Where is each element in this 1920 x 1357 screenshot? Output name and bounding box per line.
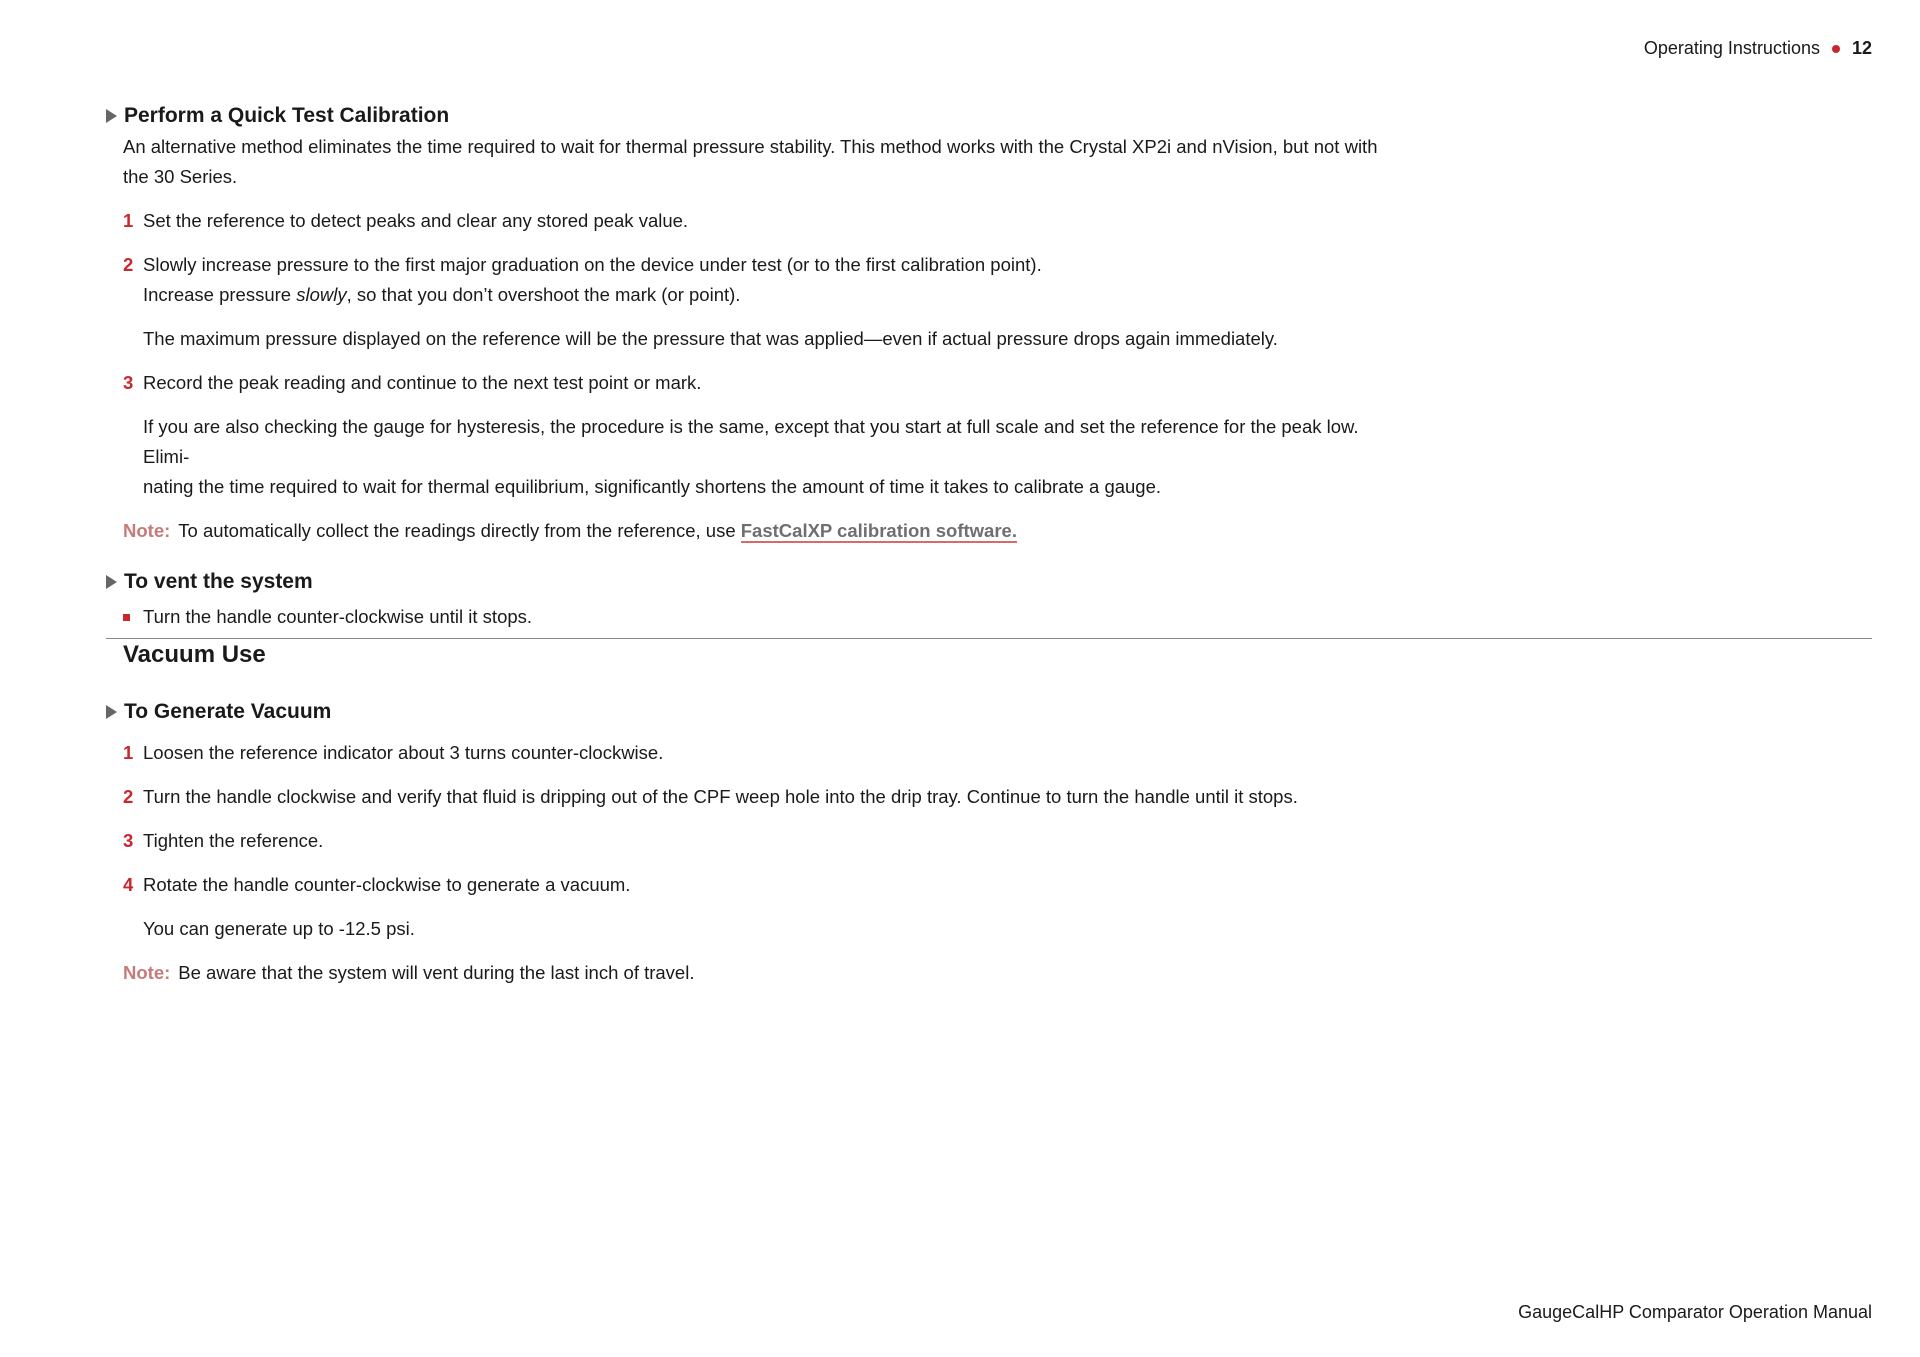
note-label: Note: xyxy=(123,962,171,983)
note-text: To automatically collect the readings directly from the reference, use xyxy=(178,520,741,541)
step-2-para: The maximum pressure displayed on the reference will be the pressure that was applied—even if actual pressure drops again immediately. xyxy=(143,328,1278,349)
step-number: 1 xyxy=(123,742,134,763)
vacuum-step-2 xyxy=(106,782,1506,812)
note-label: Note: xyxy=(123,520,171,541)
triangle-right-icon xyxy=(106,705,117,719)
step-number: 3 xyxy=(123,830,134,851)
quick-test-heading[interactable] xyxy=(106,104,1406,128)
step-3-para-line-2: nating the time required to wait for thermal equilibrium, significantly shortens the amount of time it takes to calibrate a gauge. xyxy=(143,476,1162,497)
intro-line-2: the 30 Series. xyxy=(123,166,238,187)
note-text: Be aware that the system will vent during the last inch of travel. xyxy=(178,962,695,983)
header-section-title: Operating Instructions xyxy=(1643,38,1820,58)
vent-heading[interactable] xyxy=(106,570,1406,594)
step-number: 3 xyxy=(123,372,134,393)
quick-test-heading-text: Perform a Quick Test Calibration xyxy=(124,104,450,127)
bullet-text: Turn the handle counter-clockwise until it stops. xyxy=(143,606,533,627)
quick-test-step-3 xyxy=(106,368,1406,398)
vent-bullet-item xyxy=(106,602,1406,632)
triangle-right-icon xyxy=(106,575,117,589)
page-header xyxy=(1644,38,1872,59)
step-number: 1 xyxy=(123,210,134,231)
page-footer: GaugeCalHP Comparator Operation Manual xyxy=(1518,1302,1872,1322)
step-text: Rotate the handle counter-clockwise to generate a vacuum. xyxy=(143,874,631,895)
vacuum-section xyxy=(106,700,1506,988)
intro-line-1: An alternative method eliminates the time required to wait for thermal pressure stability. This method works with the Crystal XP2i and nVision, but not with xyxy=(123,136,1378,157)
quick-test-section xyxy=(106,104,1406,632)
vacuum-step-4 xyxy=(106,870,1506,900)
step-number: 4 xyxy=(123,874,134,895)
quick-test-note xyxy=(106,516,1406,546)
step-number: 2 xyxy=(123,254,134,275)
vacuum-step-1 xyxy=(106,738,1506,768)
quick-test-step-2 xyxy=(106,250,1406,280)
square-bullet-icon xyxy=(123,614,130,621)
step-number: 2 xyxy=(123,786,134,807)
step-2-sub xyxy=(106,280,1406,310)
section-divider xyxy=(106,638,1872,639)
bullet-dot-icon xyxy=(1832,45,1840,53)
step-text: Set the reference to detect peaks and clear any stored peak value. xyxy=(143,210,689,231)
step-2-sub-emphasis: slowly xyxy=(296,284,347,305)
step-text: Slowly increase pressure to the first major graduation on the device under test (or to the first calibration point). xyxy=(143,254,1042,275)
vacuum-use-title: Vacuum Use xyxy=(123,641,266,668)
note-body xyxy=(178,516,1017,546)
step-3-para-line-1: If you are also checking the gauge for hysteresis, the procedure is the same, except that you start at full scale and set the reference for the peak low. Elimi- xyxy=(143,416,1359,467)
vacuum-step-3 xyxy=(106,826,1506,856)
step-text: Record the peak reading and continue to the next test point or mark. xyxy=(143,372,702,393)
vacuum-note xyxy=(106,958,1506,988)
step-text: Tighten the reference. xyxy=(143,830,324,851)
step-4-para: You can generate up to -12.5 psi. xyxy=(143,918,415,939)
step-3-para xyxy=(106,412,1406,502)
step-2-sub-b: , so that you don’t overshoot the mark (or point). xyxy=(346,284,741,305)
quick-test-intro xyxy=(106,132,1406,192)
generate-vacuum-heading-text: To Generate Vacuum xyxy=(124,700,332,723)
page-number: 12 xyxy=(1851,38,1872,58)
vent-heading-text: To vent the system xyxy=(124,570,313,593)
step-text: Loosen the reference indicator about 3 turns counter-clockwise. xyxy=(143,742,664,763)
step-2-sub-a: Increase pressure xyxy=(143,284,297,305)
generate-vacuum-heading[interactable] xyxy=(106,700,1506,724)
step-text: Turn the handle clockwise and verify that fluid is dripping out of the CPF weep hole into the drip tray. Continue to turn the handle until it stops. xyxy=(143,786,1298,807)
quick-test-step-1 xyxy=(106,206,1406,236)
fastcalxp-link[interactable]: FastCalXP calibration software. xyxy=(740,520,1017,541)
triangle-right-icon xyxy=(106,109,117,123)
